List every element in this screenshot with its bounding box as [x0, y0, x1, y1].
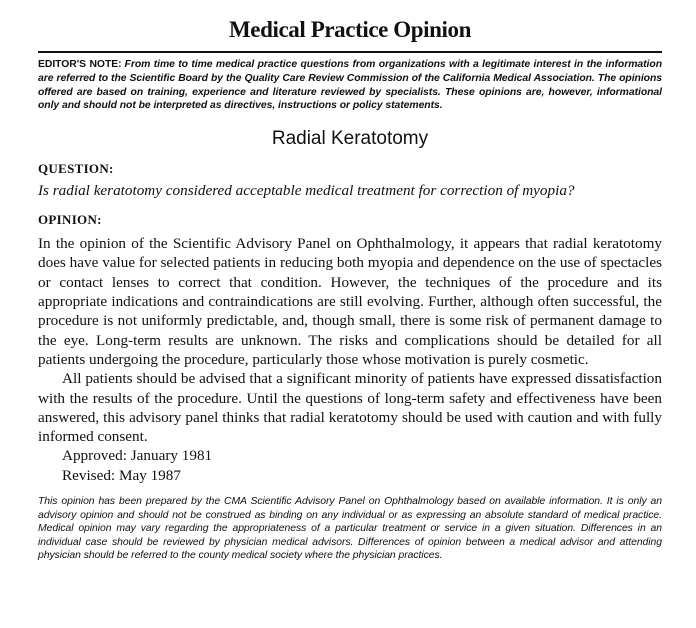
approved-date: Approved: January 1981	[62, 447, 213, 465]
revised-date: Revised: May 1987	[62, 466, 181, 484]
question-label: QUESTION:	[38, 161, 114, 177]
opinion-paragraph: All patients should be advised that a significant minority of patients have expressed dissatisfaction with the results of the procedure. Until the questions of long-term safety and effectiveness have been answered, this advisory panel thinks that radial keratotomy should be used with caution and with fully informed consent.	[38, 370, 662, 446]
footer-disclaimer: This opinion has been prepared by the CMA Scientific Advisory Panel on Ophthalmology based on available information. It is only an advisory opinion and should not be construed as binding on any individual or as expressing an absolute standard of medical practice. Medical opinion may vary regarding the appropriateness of a particular treatment or service in a given situation. Differences in an individual case should be reviewed by physician medical advisors. Differences of opinion between a medical advisor and attending physician should be referred to the county medical society where the physician practices.	[38, 496, 662, 562]
opinion-label: OPINION:	[38, 212, 102, 228]
subject-title: Radial Keratotomy	[271, 128, 429, 150]
document-page	[38, 0, 662, 563]
editor-note-lead: EDITOR'S NOTE:	[38, 59, 122, 70]
opinion-dates	[38, 446, 662, 485]
opinion-body	[38, 234, 662, 446]
editor-note-text: From time to time medical practice questions from organizations with a legitimate interest in the information are referred to the Scientific Board by the Quality Care Review Commission of the California Medical Association. The opinions offered are based on training, experience and literature reviewed by specialists. These opinions are, however, informational only and should not be interpreted as directives, instructions or policy statements.	[38, 59, 662, 112]
editor-note	[38, 58, 662, 113]
opinion-paragraph: In the opinion of the Scientific Advisory Panel on Ophthalmology, it appears that radial keratotomy does have value for selected patients in reducing both myopia and dependence on the use of spectacles or contact lenses to correct that condition. However, the techniques of the procedure and its appropriate indications and contraindications are still evolving. Further, although often successful, the procedure is not uniformly predictable, and, though small, there is some risk of permanent damage to the eye. Long-term results are unknown. The risks and complications should be detailed for all patients undergoing the procedure, particularly those whose motivation is purely cosmetic.	[38, 235, 662, 368]
masthead-title: Medical Practice Opinion	[228, 17, 472, 42]
question-text: Is radial keratotomy considered acceptable medical treatment for correction of myopia?	[38, 182, 575, 200]
masthead-rule	[38, 51, 662, 53]
